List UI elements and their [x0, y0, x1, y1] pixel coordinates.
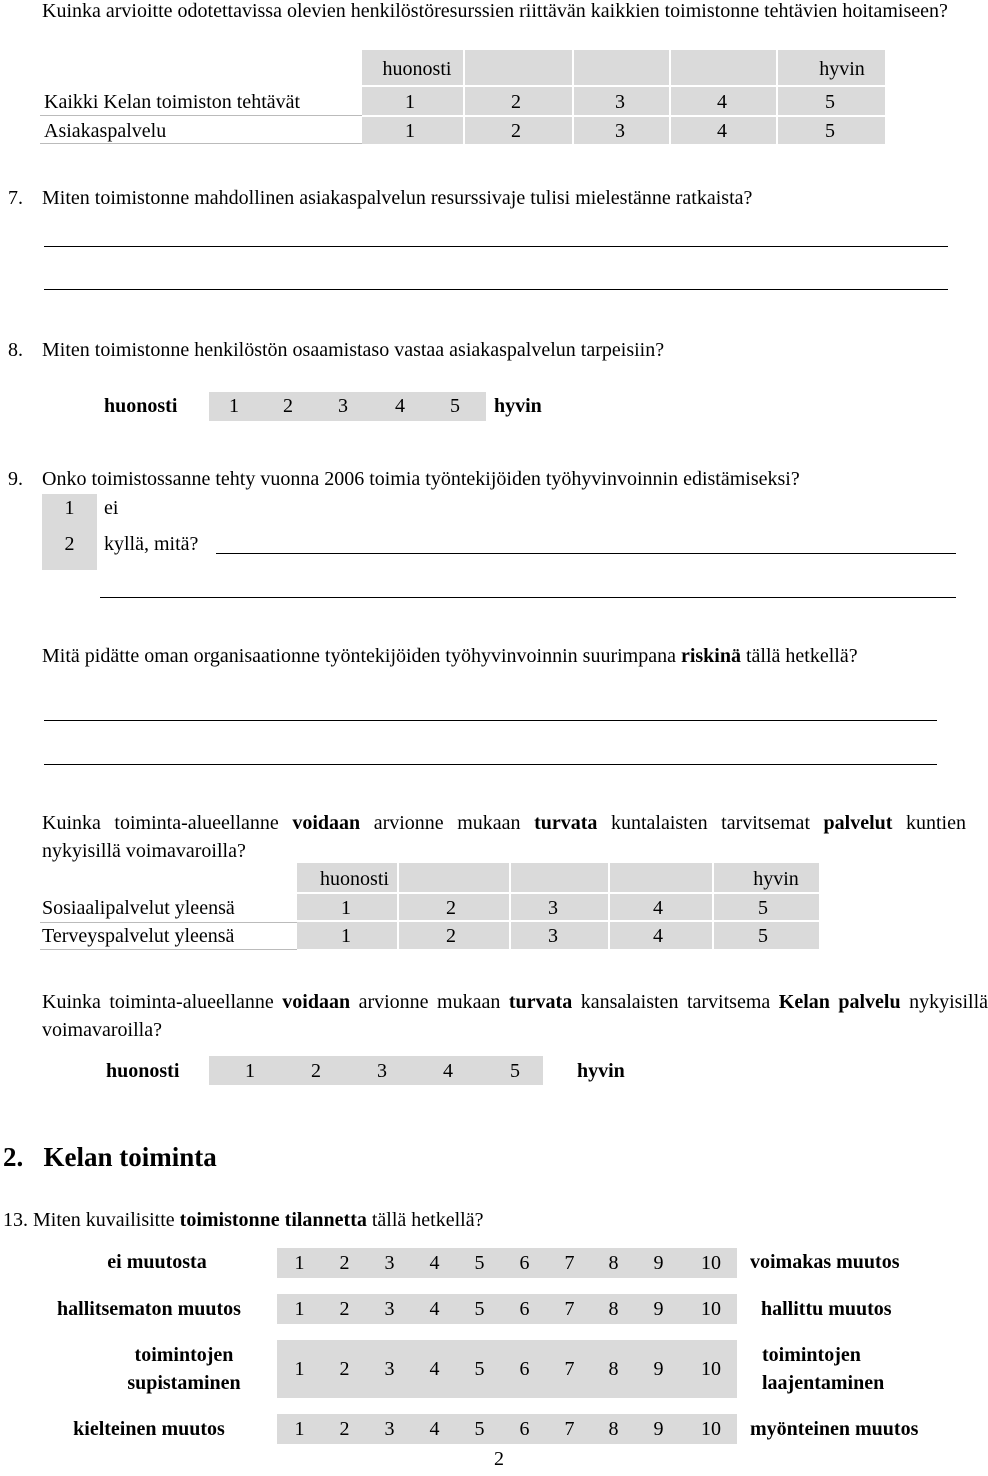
left-anchor-label: hallitsematon muutos	[57, 1298, 241, 1320]
rating-option[interactable]: 2	[311, 1060, 321, 1082]
rating-option[interactable]: 5	[474, 1252, 485, 1274]
row-label: Sosiaalipalvelut yleensä	[42, 897, 235, 919]
rating-option[interactable]: 4	[429, 1252, 440, 1274]
question-text: Kuinka toiminta-alueellanne	[42, 991, 283, 1013]
question-text: kuntien nykyisillä voimavaroilla?	[42, 812, 966, 862]
question-text: kansalaisten tarvitsema	[572, 991, 779, 1013]
question-text-emphasis: turvata	[534, 812, 598, 834]
question-number: 8.	[8, 339, 23, 361]
rating-option[interactable]: 3	[384, 1252, 395, 1274]
question-number	[8, 988, 42, 1016]
rating-option[interactable]: 2	[446, 897, 456, 919]
question-text: tällä hetkellä?	[741, 645, 858, 667]
rating-option[interactable]: 4	[429, 1418, 440, 1440]
question-number: 13.	[3, 1209, 28, 1231]
option-label: ei	[104, 497, 119, 519]
rating-option[interactable]: 6	[519, 1298, 530, 1320]
rating-option[interactable]: 9	[653, 1252, 664, 1274]
scale-low-label: huonosti	[320, 868, 389, 890]
rating-option[interactable]: 1	[341, 925, 351, 947]
rating-option[interactable]: 2	[339, 1252, 350, 1274]
answer-line[interactable]	[216, 553, 956, 554]
question-text: Onko toimistossanne tehty vuonna 2006 toimia työntekijöiden työhyvinvoinnin edistämiseksi?	[42, 468, 800, 490]
question-text-emphasis: voidaan	[282, 991, 351, 1013]
right-anchor-label: myönteinen muutos	[750, 1418, 919, 1440]
rating-option[interactable]: 2	[283, 395, 293, 417]
rating-option[interactable]: 7	[564, 1418, 575, 1440]
rating-option[interactable]: 3	[615, 120, 625, 142]
option-code[interactable]: 2	[64, 533, 75, 555]
rating-option[interactable]: 1	[294, 1252, 305, 1274]
rating-option[interactable]: 9	[653, 1358, 664, 1380]
rating-option[interactable]: 1	[294, 1418, 305, 1440]
question-text-emphasis: Kelan palvelu	[778, 991, 901, 1013]
question-text: arvionne mukaan	[350, 991, 509, 1013]
rating-option[interactable]: 4	[429, 1298, 440, 1320]
rating-option[interactable]: 5	[450, 395, 460, 417]
option-code[interactable]: 1	[64, 497, 75, 519]
rating-option[interactable]: 2	[339, 1358, 350, 1380]
question-text-emphasis: voidaan	[292, 812, 361, 834]
rating-option[interactable]: 8	[608, 1358, 619, 1380]
rating-option[interactable]: 6	[519, 1358, 530, 1380]
answer-line[interactable]	[44, 764, 937, 765]
answer-line[interactable]	[44, 720, 937, 721]
scale-low-label: huonosti	[104, 395, 178, 417]
rating-option[interactable]: 5	[825, 91, 835, 113]
question-number: 9.	[8, 468, 23, 490]
rating-option[interactable]: 5	[474, 1358, 485, 1380]
rating-option[interactable]: 4	[653, 897, 663, 919]
scale-high-label: hyvin	[494, 395, 542, 417]
rating-option[interactable]: 9	[653, 1418, 664, 1440]
rating-option[interactable]: 8	[608, 1298, 619, 1320]
question-12	[8, 988, 988, 1044]
question-text-emphasis: toimistonne tilannetta	[179, 1209, 367, 1231]
question-6	[8, 0, 980, 25]
rating-option[interactable]: 5	[474, 1298, 485, 1320]
answer-line[interactable]	[100, 597, 956, 598]
rating-option[interactable]: 10	[701, 1358, 721, 1380]
rating-option[interactable]: 5	[758, 925, 768, 947]
rating-option[interactable]: 2	[446, 925, 456, 947]
rating-option[interactable]: 5	[825, 120, 835, 142]
rating-option[interactable]: 4	[395, 395, 405, 417]
rating-option[interactable]: 7	[564, 1358, 575, 1380]
rating-option[interactable]: 5	[474, 1418, 485, 1440]
rating-option[interactable]: 1	[405, 120, 415, 142]
question-text: nykyisillä voimavaroilla?	[42, 991, 988, 1041]
rating-option[interactable]: 6	[519, 1418, 530, 1440]
rating-option[interactable]: 1	[229, 395, 239, 417]
rating-option[interactable]: 3	[384, 1418, 395, 1440]
rating-option[interactable]: 2	[511, 91, 521, 113]
rating-option[interactable]: 4	[717, 91, 727, 113]
rating-option[interactable]: 7	[564, 1298, 575, 1320]
question-10	[8, 642, 962, 670]
rating-option[interactable]: 5	[758, 897, 768, 919]
question-13	[3, 1206, 943, 1234]
rating-option[interactable]: 7	[564, 1252, 575, 1274]
scale-low-label: huonosti	[106, 1060, 180, 1082]
question-9	[8, 465, 948, 493]
question-text-emphasis: riskinä	[680, 645, 741, 667]
question-text: arvionne mukaan	[360, 812, 535, 834]
scale-high-label: hyvin	[753, 868, 799, 890]
answer-line[interactable]	[44, 246, 948, 247]
scale-high-label: hyvin	[819, 58, 865, 80]
rating-option[interactable]: 4	[653, 925, 663, 947]
rating-option[interactable]: 4	[717, 120, 727, 142]
rating-option[interactable]: 3	[615, 91, 625, 113]
rating-option[interactable]: 3	[377, 1060, 387, 1082]
option-label: kyllä, mitä?	[104, 533, 199, 555]
right-anchor-label: toimintojen laajentaminen	[762, 1344, 885, 1394]
rating-option[interactable]: 3	[384, 1358, 395, 1380]
section-heading: 2. Kelan toiminta	[3, 1142, 217, 1172]
rating-option[interactable]: 1	[294, 1298, 305, 1320]
answer-line[interactable]	[44, 289, 948, 290]
question-11	[8, 809, 966, 865]
rating-option[interactable]: 2	[511, 120, 521, 142]
rating-option[interactable]: 4	[443, 1060, 453, 1082]
question-text: kuntalaisten tarvitsemat	[597, 812, 824, 834]
question-number: 7.	[8, 187, 23, 209]
row-label: Asiakaspalvelu	[44, 120, 167, 142]
rating-option[interactable]: 1	[245, 1060, 255, 1082]
rating-option[interactable]: 1	[341, 897, 351, 919]
question-text: Kuinka arvioitte odotettavissa olevien henkilöstöresurssien riittävän kaikkien toimistonne tehtävien hoitamiseen?	[42, 0, 948, 22]
left-anchor-label: toimintojen supistaminen	[127, 1344, 241, 1394]
left-anchor-label: kielteinen muutos	[73, 1418, 225, 1440]
question-text-emphasis: turvata	[508, 991, 573, 1013]
question-text: Kuinka toiminta-alueellanne	[42, 812, 293, 834]
scale-low-label: huonosti	[382, 58, 452, 80]
rating-option[interactable]: 2	[339, 1298, 350, 1320]
rating-option[interactable]: 4	[429, 1358, 440, 1380]
question-number	[8, 0, 42, 25]
question-7	[8, 184, 948, 212]
question-number	[8, 809, 42, 837]
question-text: tällä hetkellä?	[366, 1209, 484, 1231]
question-number	[8, 642, 42, 670]
right-anchor-label: voimakas muutos	[750, 1251, 900, 1273]
rating-option[interactable]: 10	[701, 1298, 721, 1320]
question-text: Miten kuvailisitte	[33, 1209, 180, 1231]
rating-option[interactable]: 3	[548, 925, 558, 947]
row-label: Kaikki Kelan toimiston tehtävät	[44, 91, 301, 113]
left-anchor-label: ei muutosta	[107, 1251, 207, 1273]
rating-option[interactable]: 1	[405, 91, 415, 113]
scale-high-label: hyvin	[577, 1060, 625, 1082]
rating-option[interactable]: 6	[519, 1252, 530, 1274]
right-anchor-label: hallittu muutos	[761, 1298, 892, 1320]
question-text-emphasis: palvelut	[823, 812, 893, 834]
row-label: Terveyspalvelut yleensä	[42, 925, 235, 947]
rating-option[interactable]: 10	[701, 1418, 721, 1440]
rating-option[interactable]: 8	[608, 1418, 619, 1440]
rating-option[interactable]: 1	[294, 1358, 305, 1380]
rating-option[interactable]: 5	[510, 1060, 520, 1082]
rating-option[interactable]: 3	[384, 1298, 395, 1320]
rating-option[interactable]: 10	[701, 1252, 721, 1274]
rating-option[interactable]: 2	[339, 1418, 350, 1440]
rating-option[interactable]: 8	[608, 1252, 619, 1274]
rating-option[interactable]: 3	[338, 395, 348, 417]
page-number: 2	[494, 1448, 504, 1470]
question-text: Miten toimistonne mahdollinen asiakaspalvelun resurssivaje tulisi mielestänne ratkaista?	[42, 187, 753, 209]
question-8	[8, 336, 948, 364]
question-text: Miten toimistonne henkilöstön osaamistaso vastaa asiakaspalvelun tarpeisiin?	[42, 339, 665, 361]
question-text: Mitä pidätte oman organisaationne työntekijöiden työhyvinvoinnin suurimpana	[42, 645, 681, 667]
rating-option[interactable]: 3	[548, 897, 558, 919]
rating-option[interactable]: 9	[653, 1298, 664, 1320]
